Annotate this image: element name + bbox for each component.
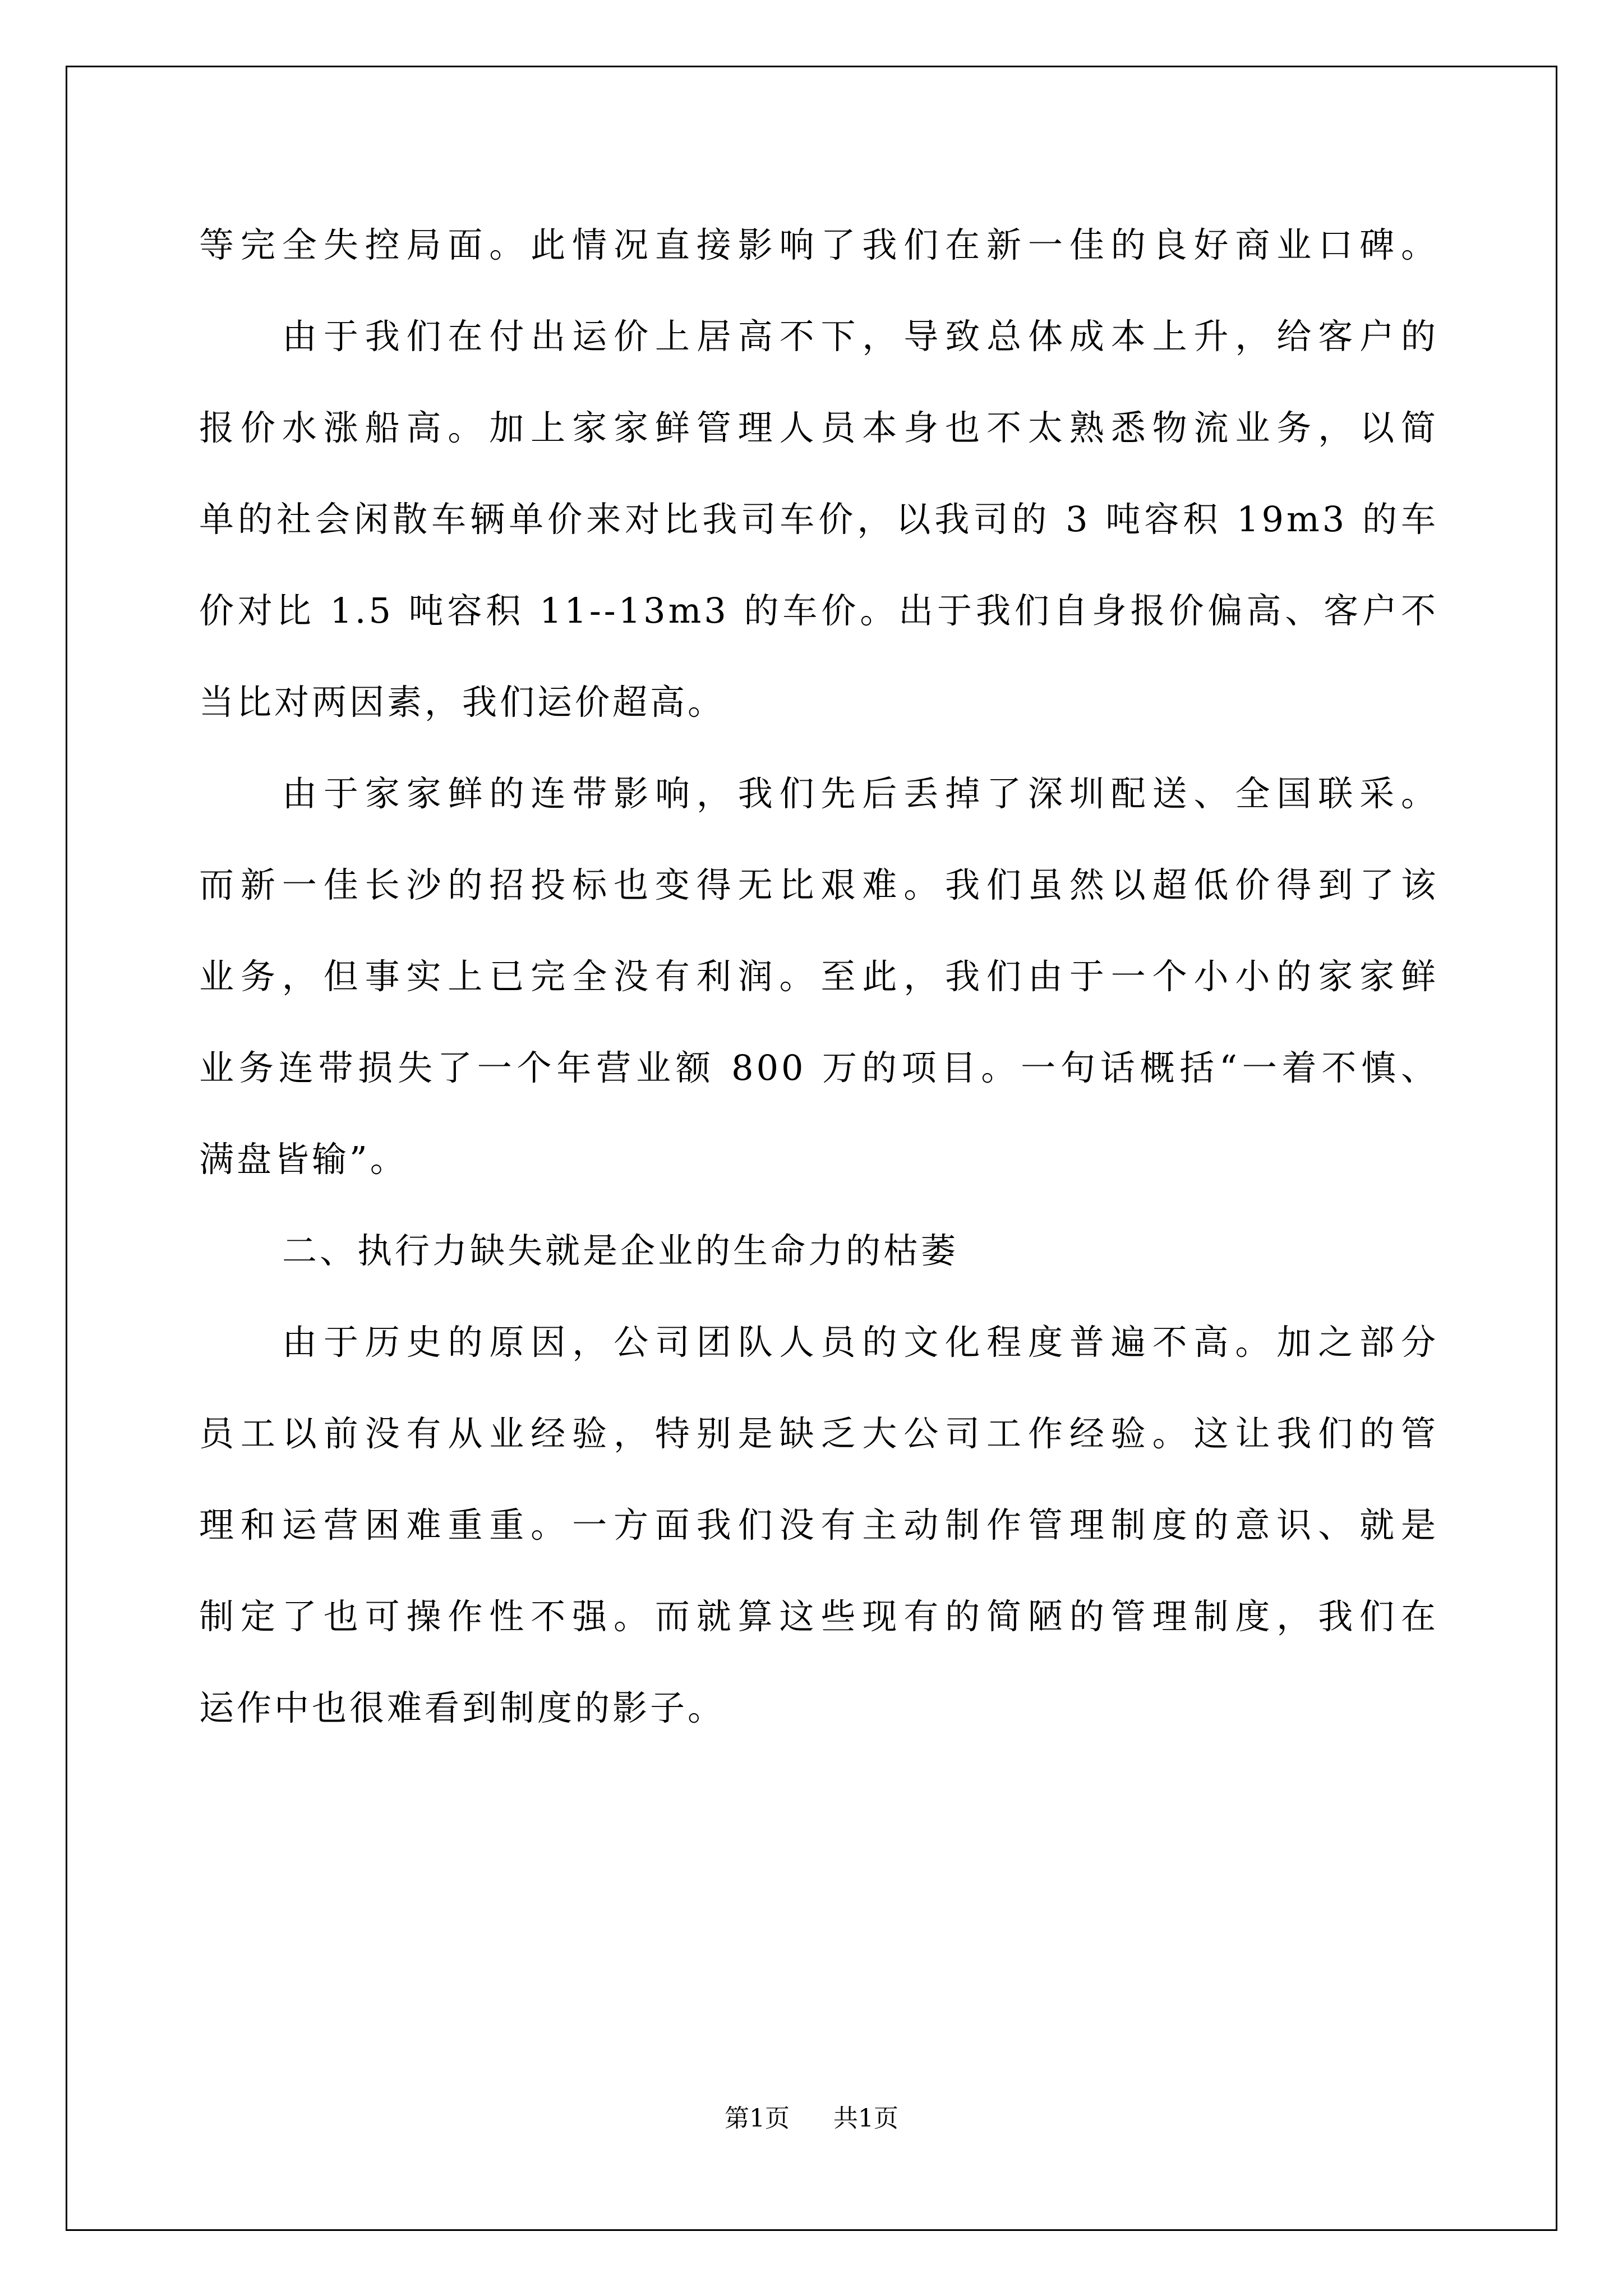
text-line: 而新一佳长沙的招投标也变得无比艰难。我们虽然以超低价得到了该 <box>199 864 1438 905</box>
text-line: 运作中也很难看到制度的影子。 <box>199 1687 726 1728</box>
text-line: 满盘皆输”。 <box>199 1139 408 1180</box>
text-line: 制定了也可操作性不强。而就算这些现有的简陋的管理制度，我们在 <box>199 1596 1438 1637</box>
page-number: 第1页 <box>725 2104 790 2133</box>
text-line: 由于家家鲜的连带影响，我们先后丢掉了深圳配送、全国联采。 <box>282 773 1438 814</box>
text-line: 报价水涨船高。加上家家鲜管理人员本身也不太熟悉物流业务，以简 <box>199 407 1438 448</box>
text-line: 业务连带损失了一个年营业额 800 万的项目。一句话概括“一着不慎、 <box>199 1047 1438 1088</box>
section-heading: 二、执行力缺失就是企业的生命力的枯萎 <box>282 1230 959 1271</box>
page-total: 共1页 <box>833 2104 898 2133</box>
text-line: 等完全失控局面。此情况直接影响了我们在新一佳的良好商业口碑。 <box>199 224 1438 265</box>
text-line: 员工以前没有从业经验，特别是缺乏大公司工作经验。这让我们的管 <box>199 1413 1438 1454</box>
text-line: 业务，但事实上已完全没有利润。至此，我们由于一个小小的家家鲜 <box>199 956 1438 997</box>
text-line: 当比对两因素，我们运价超高。 <box>199 682 726 723</box>
text-line: 由于我们在付出运价上居高不下，导致总体成本上升，给客户的 <box>282 316 1438 357</box>
text-line: 单的社会闲散车辆单价来对比我司车价，以我司的 3 吨容积 19m3 的车 <box>199 499 1438 540</box>
page-footer <box>0 2098 1623 2134</box>
text-line: 理和运营困难重重。一方面我们没有主动制作管理制度的意识、就是 <box>199 1504 1438 1545</box>
text-line: 价对比 1.5 吨容积 11--13m3 的车价。出于我们自身报价偏高、客户不 <box>199 590 1438 631</box>
text-line: 由于历史的原因，公司团队人员的文化程度普遍不高。加之部分 <box>282 1322 1438 1363</box>
document-body <box>199 199 1438 1754</box>
